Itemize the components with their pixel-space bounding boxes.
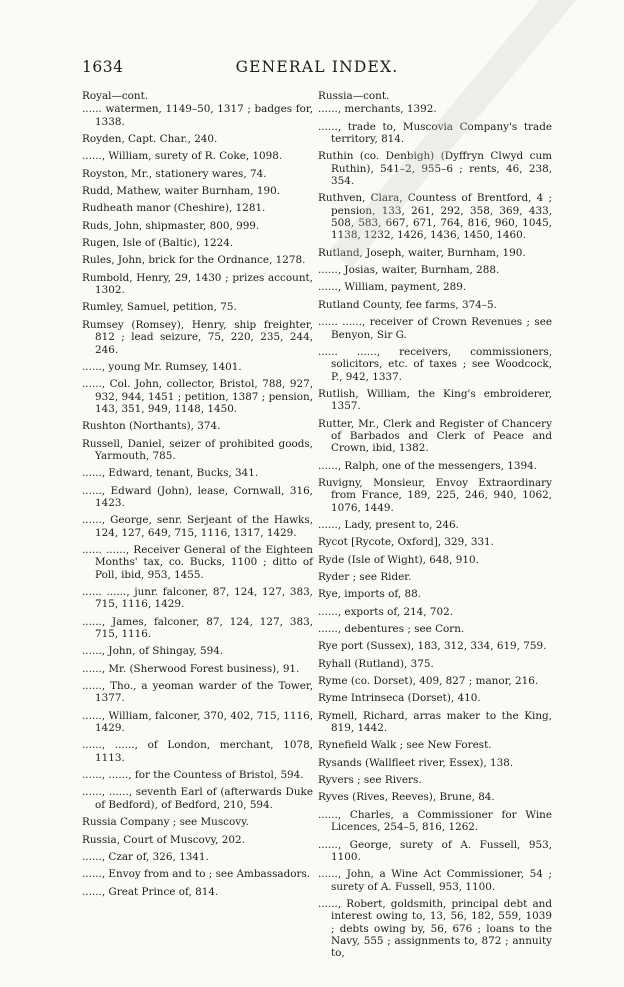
right-index-column [318, 90, 552, 965]
index-entry: Rye port (Sussex), 183, 312, 334, 619, 759. [318, 640, 547, 653]
index-entry: ......, young Mr. Rumsey, 1401. [82, 360, 242, 373]
continuation-heading: Royal—cont. [82, 90, 149, 102]
index-entry: ......, Tho., a yeoman warder of the Tower, 1377. [82, 680, 313, 705]
page-number: 1634 [82, 58, 124, 76]
index-entry: ......, Edward (John), lease, Cornwall, 316, 1423. [82, 484, 313, 509]
index-entry: ......, debentures ; see Corn. [318, 623, 465, 636]
left-index-column [82, 90, 313, 903]
index-entry: ......, Josias, waiter, Burnham, 288. [318, 264, 500, 277]
index-entry: ......, John, a Wine Act Commissioner, 54 ; surety of A. Fussell, 953, 1100. [318, 868, 552, 893]
index-entry: ......, Ralph, one of the messengers, 1394. [318, 459, 538, 472]
index-entry: ......, Mr. (Sherwood Forest business), 91. [82, 662, 300, 675]
index-entry: Rye, imports of, 88. [318, 588, 421, 601]
index-entry: Rycot [Rycote, Oxford], 329, 331. [318, 536, 494, 549]
index-entry: Rutland County, fee farms, 374–5. [318, 298, 497, 311]
page-title: GENERAL INDEX. [235, 58, 399, 76]
index-entry: Rudd, Mathew, waiter Burnham, 190. [82, 185, 281, 198]
index-entry: ......, Charles, a Commissioner for Wine Licences, 254–5, 816, 1262. [318, 808, 552, 834]
index-entry: Rysands (Wallfleet river, Essex), 138. [318, 756, 514, 769]
index-entry: ......, William, falconer, 370, 402, 715, 1116, 1429. [82, 709, 313, 735]
index-entry: ......, Czar of, 326, 1341. [82, 850, 209, 863]
continuation-heading: Russia—cont. [318, 90, 390, 102]
index-entry: ...... ......, Receiver General of the Eighteen Months' tax, co. Bucks, 1100 ; ditto of Poll, ibid, 953, 1455. [82, 543, 313, 581]
index-entry: Ruthin (co. Denbigh) (Dyffryn Clwyd cum Ruthin), 541–2, 955–6 ; rents, 46, 238, 354. [318, 150, 552, 188]
index-entry: ...... watermen, 1149–50, 1317 ; badges for, 1338. [82, 103, 313, 128]
index-entry: ......, Great Prince of, 814. [82, 885, 219, 898]
index-entry: ......, Col. John, collector, Bristol, 788, 927, 932, 944, 1451 ; petition, 1387 ; pension, 143, 351, 949, 1148, 1450. [82, 378, 313, 415]
index-entry: ......, John, of Shingay, 594. [82, 645, 224, 658]
index-entry: Rumbold, Henry, 29, 1430 ; prizes account, 1302. [82, 271, 313, 297]
index-entry: Rules, John, brick for the Ordnance, 1278. [82, 254, 306, 267]
index-entry: ......, ......, seventh Earl of (afterwards Duke of Bedford), of Bedford, 210, 594. [82, 786, 313, 811]
index-entry: Russell, Daniel, seizer of prohibited goods, Yarmouth, 785. [82, 437, 313, 462]
index-entry: Ryves (Rives, Reeves), Brune, 84. [318, 791, 495, 804]
index-entry: Ryme (co. Dorset), 409, 827 ; manor, 216. [318, 675, 539, 688]
index-entry: ......, trade to, Muscovia Company's trade territory, 814. [318, 120, 552, 146]
index-entry: Ruds, John, shipmaster, 800, 999. [82, 219, 260, 232]
index-entry: Rymell, Richard, arras maker to the King, 819, 1442. [318, 709, 552, 735]
index-entry: Russia Company ; see Muscovy. [82, 816, 249, 829]
index-entry: Rushton (Northants), 374. [82, 420, 221, 433]
index-entry: ......, exports of, 214, 702. [318, 605, 454, 618]
index-entry: Ryvers ; see Rivers. [318, 774, 422, 787]
index-entry: ......, ......, of London, merchant, 1078, 1113. [82, 739, 313, 764]
index-entry: ......, George, senr. Serjeant of the Hawks, 124, 127, 649, 715, 1116, 1317, 1429. [82, 514, 313, 539]
index-entry: ......, Envoy from and to ; see Ambassadors. [82, 868, 311, 881]
index-entry: Rumsey (Romsey), Henry, ship freighter, 812 ; lead seizure, 75, 220, 235, 244, 246. [82, 318, 313, 356]
index-entry: ......, Lady, present to, 246. [318, 518, 459, 531]
index-entry: Ryde (Isle of Wight), 648, 910. [318, 553, 479, 566]
index-entry: Ryder ; see Rider. [318, 571, 412, 583]
index-entry: ......, James, falconer, 87, 124, 127, 383, 715, 1116. [82, 615, 313, 641]
index-entry: Russia, Court of Muscovy, 202. [82, 833, 245, 846]
index-entry: Rynefield Walk ; see New Forest. [318, 739, 492, 752]
index-entry: ......, William, surety of R. Coke, 1098. [82, 150, 283, 163]
index-entry: ......, George, surety of A. Fussell, 953, 1100. [318, 838, 552, 863]
index-entry: Royston, Mr., stationery wares, 74. [82, 167, 267, 180]
index-entry: ......, William, payment, 289. [318, 281, 467, 294]
index-entry: Rutter, Mr., Clerk and Register of Chancery of Barbados and Clerk of Peace and Crown, ibid, 1382. [318, 417, 552, 455]
index-entry: Ryhall (Rutland), 375. [318, 657, 434, 670]
index-entry: Ruthven, Clara, Countess of Brentford, 4 ; pension, 133, 261, 292, 358, 369, 433, 508, 583, 667, 671, 764, 816, 960, 1045, 1138, 1232, 1426, 1436, 1450, 1460. [318, 192, 552, 242]
index-entry: ...... ......, receivers, commissioners, solicitors, etc. of taxes ; see Woodcock, P., 942, 1337. [318, 345, 552, 383]
index-entry: Rutlish, William, the King's embroiderer, 1357. [318, 387, 552, 413]
index-entry: Royden, Capt. Char., 240. [82, 133, 218, 146]
index-entry: ......, Robert, goldsmith, principal debt and interest owing to, 13, 56, 182, 559, 1039 ; debts owing by, 56, 676 ; loans to the Navy, 555 ; assignments to, 872 ; annuity to, [318, 897, 552, 960]
index-entry: ......, merchants, 1392. [318, 103, 437, 116]
index-entry: Rutland, Joseph, waiter, Burnham, 190. [318, 246, 526, 259]
page-header [82, 58, 552, 82]
index-entry: Ruvigny, Monsieur, Envoy Extraordinary from France, 189, 225, 246, 940, 1062, 1076, 1449. [318, 476, 552, 514]
index-entry: ...... ......, receiver of Crown Revenues ; see Benyon, Sir G. [318, 316, 552, 341]
index-entry: Rumley, Samuel, petition, 75. [82, 301, 237, 314]
index-entry: Rudheath manor (Cheshire), 1281. [82, 202, 266, 215]
index-entry: ......, ......, for the Countess of Bristol, 594. [82, 769, 304, 782]
index-entry: Ryme Intrinseca (Dorset), 410. [318, 692, 481, 705]
index-entry: ...... ......, junr. falconer, 87, 124, 127, 383, 715, 1116, 1429. [82, 586, 313, 611]
index-entry: Rugen, Isle of (Baltic), 1224. [82, 237, 234, 250]
index-entry: ......, Edward, tenant, Bucks, 341. [82, 467, 259, 480]
